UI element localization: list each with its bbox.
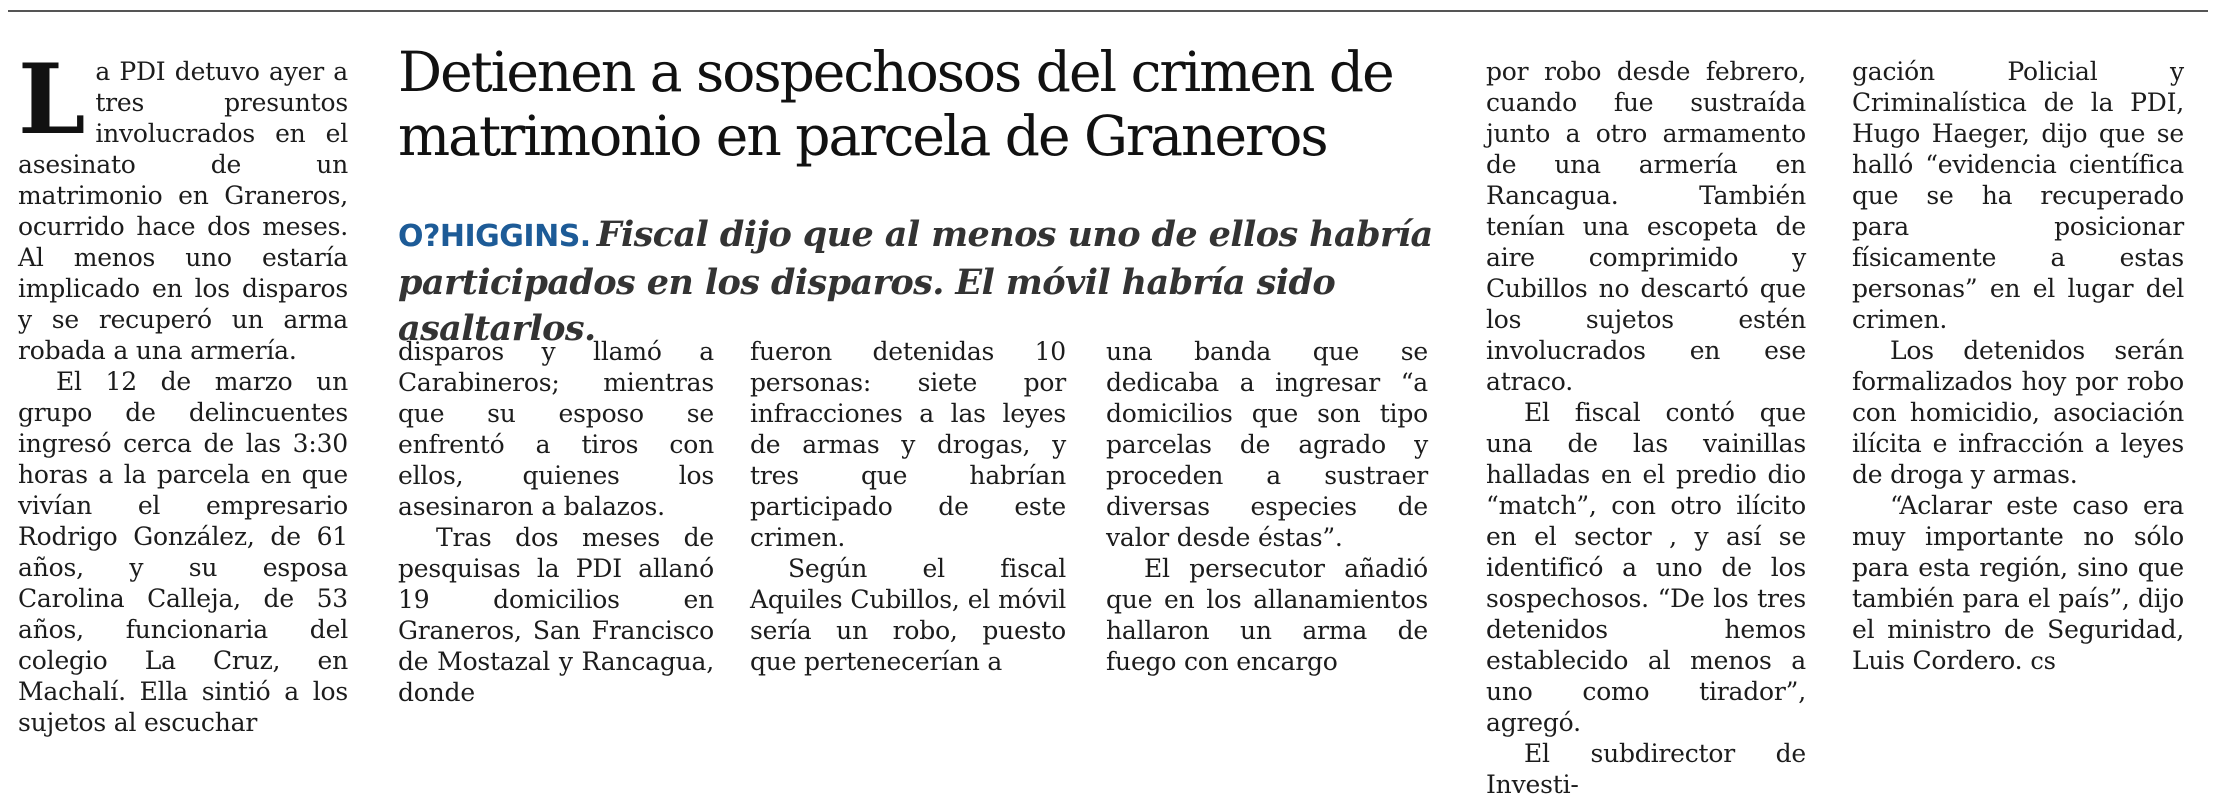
deck	[398, 212, 1458, 352]
paragraph: por robo desde febrero, cuando fue sustraída junto a otro armamento de una armería en Rancagua. También tenían una escopeta de aire comprimido y Cubillos no descartó que los sujetos estén involucrados en ese atraco.	[1486, 57, 1806, 396]
paragraph: Los detenidos serán formalizados hoy por robo con homicidio, asociación ilícita e infracción a leyes de droga y armas.	[1852, 336, 2184, 489]
final-text: “Aclarar este caso era muy importante no sólo para esta región, sino que también para el país”, dijo el ministro de Seguridad, Luis Cordero.	[1852, 491, 2184, 675]
headline: Detienen a sospechosos del crimen de matrimonio en parcela de Graneros	[398, 40, 1393, 168]
lead-paragraph	[18, 43, 348, 366]
column-3	[750, 336, 1066, 677]
column-6	[1852, 56, 2184, 677]
paragraph: gación Policial y Criminalística de la PDI, Hugo Haeger, dijo que se halló “evidencia científica que se ha recuperado para posicionar físicamente a estas personas” en el lugar del crimen.	[1852, 57, 2184, 334]
kicker: O?HIGGINS.	[398, 219, 591, 254]
drop-cap: L	[18, 43, 86, 156]
column-5	[1486, 56, 1806, 800]
paragraph-final	[1852, 490, 2184, 677]
paragraph: El 12 de marzo un grupo de delincuentes ingresó cerca de las 3:30 horas a la parcela en que vivían el empresario Rodrigo González, de 61 años, y su esposa Carolina Calleja, de 53 años, funcionaria del colegio La Cruz, en Machalí. Ella sintió a los sujetos al escuchar	[18, 367, 348, 737]
paragraph: una banda que se dedicaba a ingresar “a domicilios que son tipo parcelas de agrado y proceden a sustraer diversas especies de valor desde éstas”.	[1106, 337, 1428, 552]
paragraph: Tras dos meses de pesquisas la PDI allanó 19 domicilios en Graneros, San Francisco de Mostazal y Rancagua, donde	[398, 523, 714, 707]
paragraph: Según el fiscal Aquiles Cubillos, el móvil sería un robo, puesto que pertenecerían a	[750, 554, 1066, 676]
paragraph: El persecutor añadió que en los allanamientos hallaron un arma de fuego con encargo	[1106, 554, 1428, 676]
lead-text: a PDI detuvo ayer a tres presuntos involucrados en el asesinato de un matrimonio en Graneros, ocurrido hace dos meses. Al menos uno estaría implicado en los disparos y se recuperó un arma robada a una armería.	[18, 57, 348, 365]
column-4	[1106, 336, 1428, 677]
paragraph: fueron detenidas 10 personas: siete por infracciones a las leyes de armas y drogas, y tres que habrían participado de este crimen.	[750, 337, 1066, 552]
top-rule	[8, 10, 2208, 12]
deck-text: Fiscal dijo que al menos uno de ellos habría participados en los disparos. El móvil habría sido asaltarlos.	[398, 214, 1433, 349]
column-2	[398, 336, 714, 708]
end-mark: cs	[2030, 647, 2056, 675]
paragraph: disparos y llamó a Carabineros; mientras que su esposo se enfrentó a tiros con ellos, quienes los asesinaron a balazos.	[398, 337, 714, 521]
paragraph: El subdirector de Investi-	[1486, 739, 1806, 799]
paragraph: El fiscal contó que una de las vainillas halladas en el predio dio “match”, con otro ilícito en el sector , y así se identificó a uno de los sospechosos. “De los tres detenidos hemos establecido al menos a uno como tirador”, agregó.	[1486, 398, 1806, 737]
